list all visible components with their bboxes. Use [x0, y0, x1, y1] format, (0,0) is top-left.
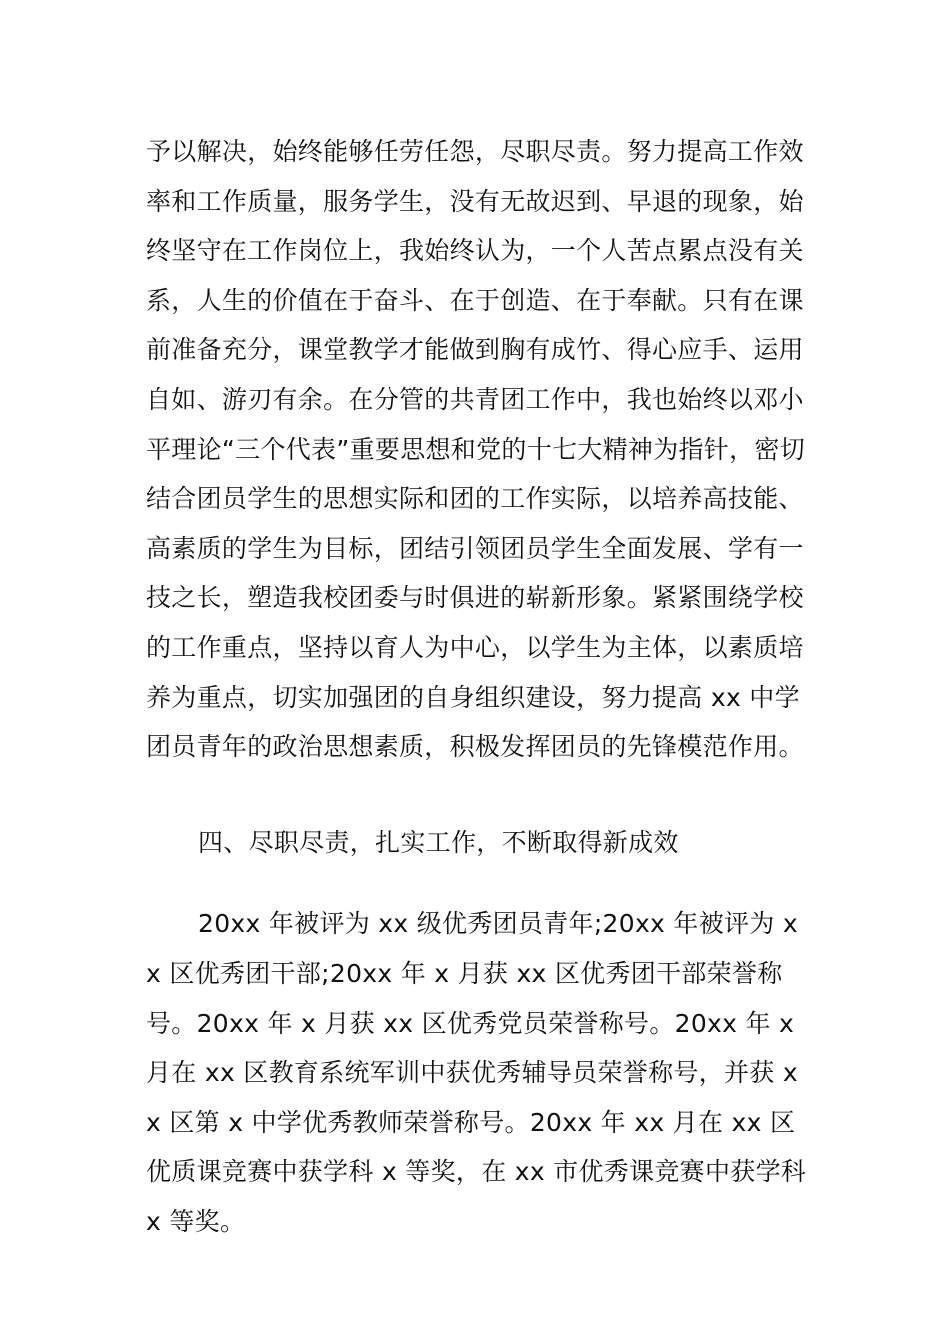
- document-body: [146, 127, 810, 1246]
- paragraph-continuation: 予以解决，始终能够任劳任怨，尽职尽责。努力提高工作效率和工作质量，服务学生，没有无故迟到、早退的现象，始终坚守在工作岗位上，我始终认为，一个人苦点累点没有关系，人生的价值在于奋斗、在于创造、在于奉献。只有在课前准备充分，课堂教学才能做到胸有成竹、得心应手、运用自如、游刃有余。在分管的共青团工作中，我也始终以邓小平理论“三个代表”重要思想和党的十七大精神为指针，密切结合团员学生的思想实际和团的工作实际，以培养高技能、高素质的学生为目标，团结引领团员学生全面发展、学有一技之长，塑造我校团委与时俱进的崭新形象。紧紧围绕学校的工作重点，坚持以育人为中心，以学生为主体，以素质培养为重点，切实加强团的自身组织建设，努力提高 xx 中学团员青年的政治思想素质，积极发挥团员的先锋模范作用。: [146, 137, 806, 762]
- section-heading: 四、尽职尽责，扎实工作，不断取得新成效: [198, 827, 679, 857]
- paragraph-awards: 20xx 年被评为 xx 级优秀团员青年;20xx 年被评为 xx 区优秀团干部;20xx 年 x 月获 xx 区优秀团干部荣誉称号。20xx 年 x 月获 xx 区优秀党员荣誉称号。20xx 年 x 月在 xx 区教育系统军训中获优秀辅导员荣誉称号，并获 xx 区第 x 中学优秀教师荣誉称号。20xx 年 xx 月在 xx 区优质课竞赛中获学科 x 等奖，在 xx 市优秀课竞赛中获学科 x 等奖。: [146, 909, 807, 1236]
